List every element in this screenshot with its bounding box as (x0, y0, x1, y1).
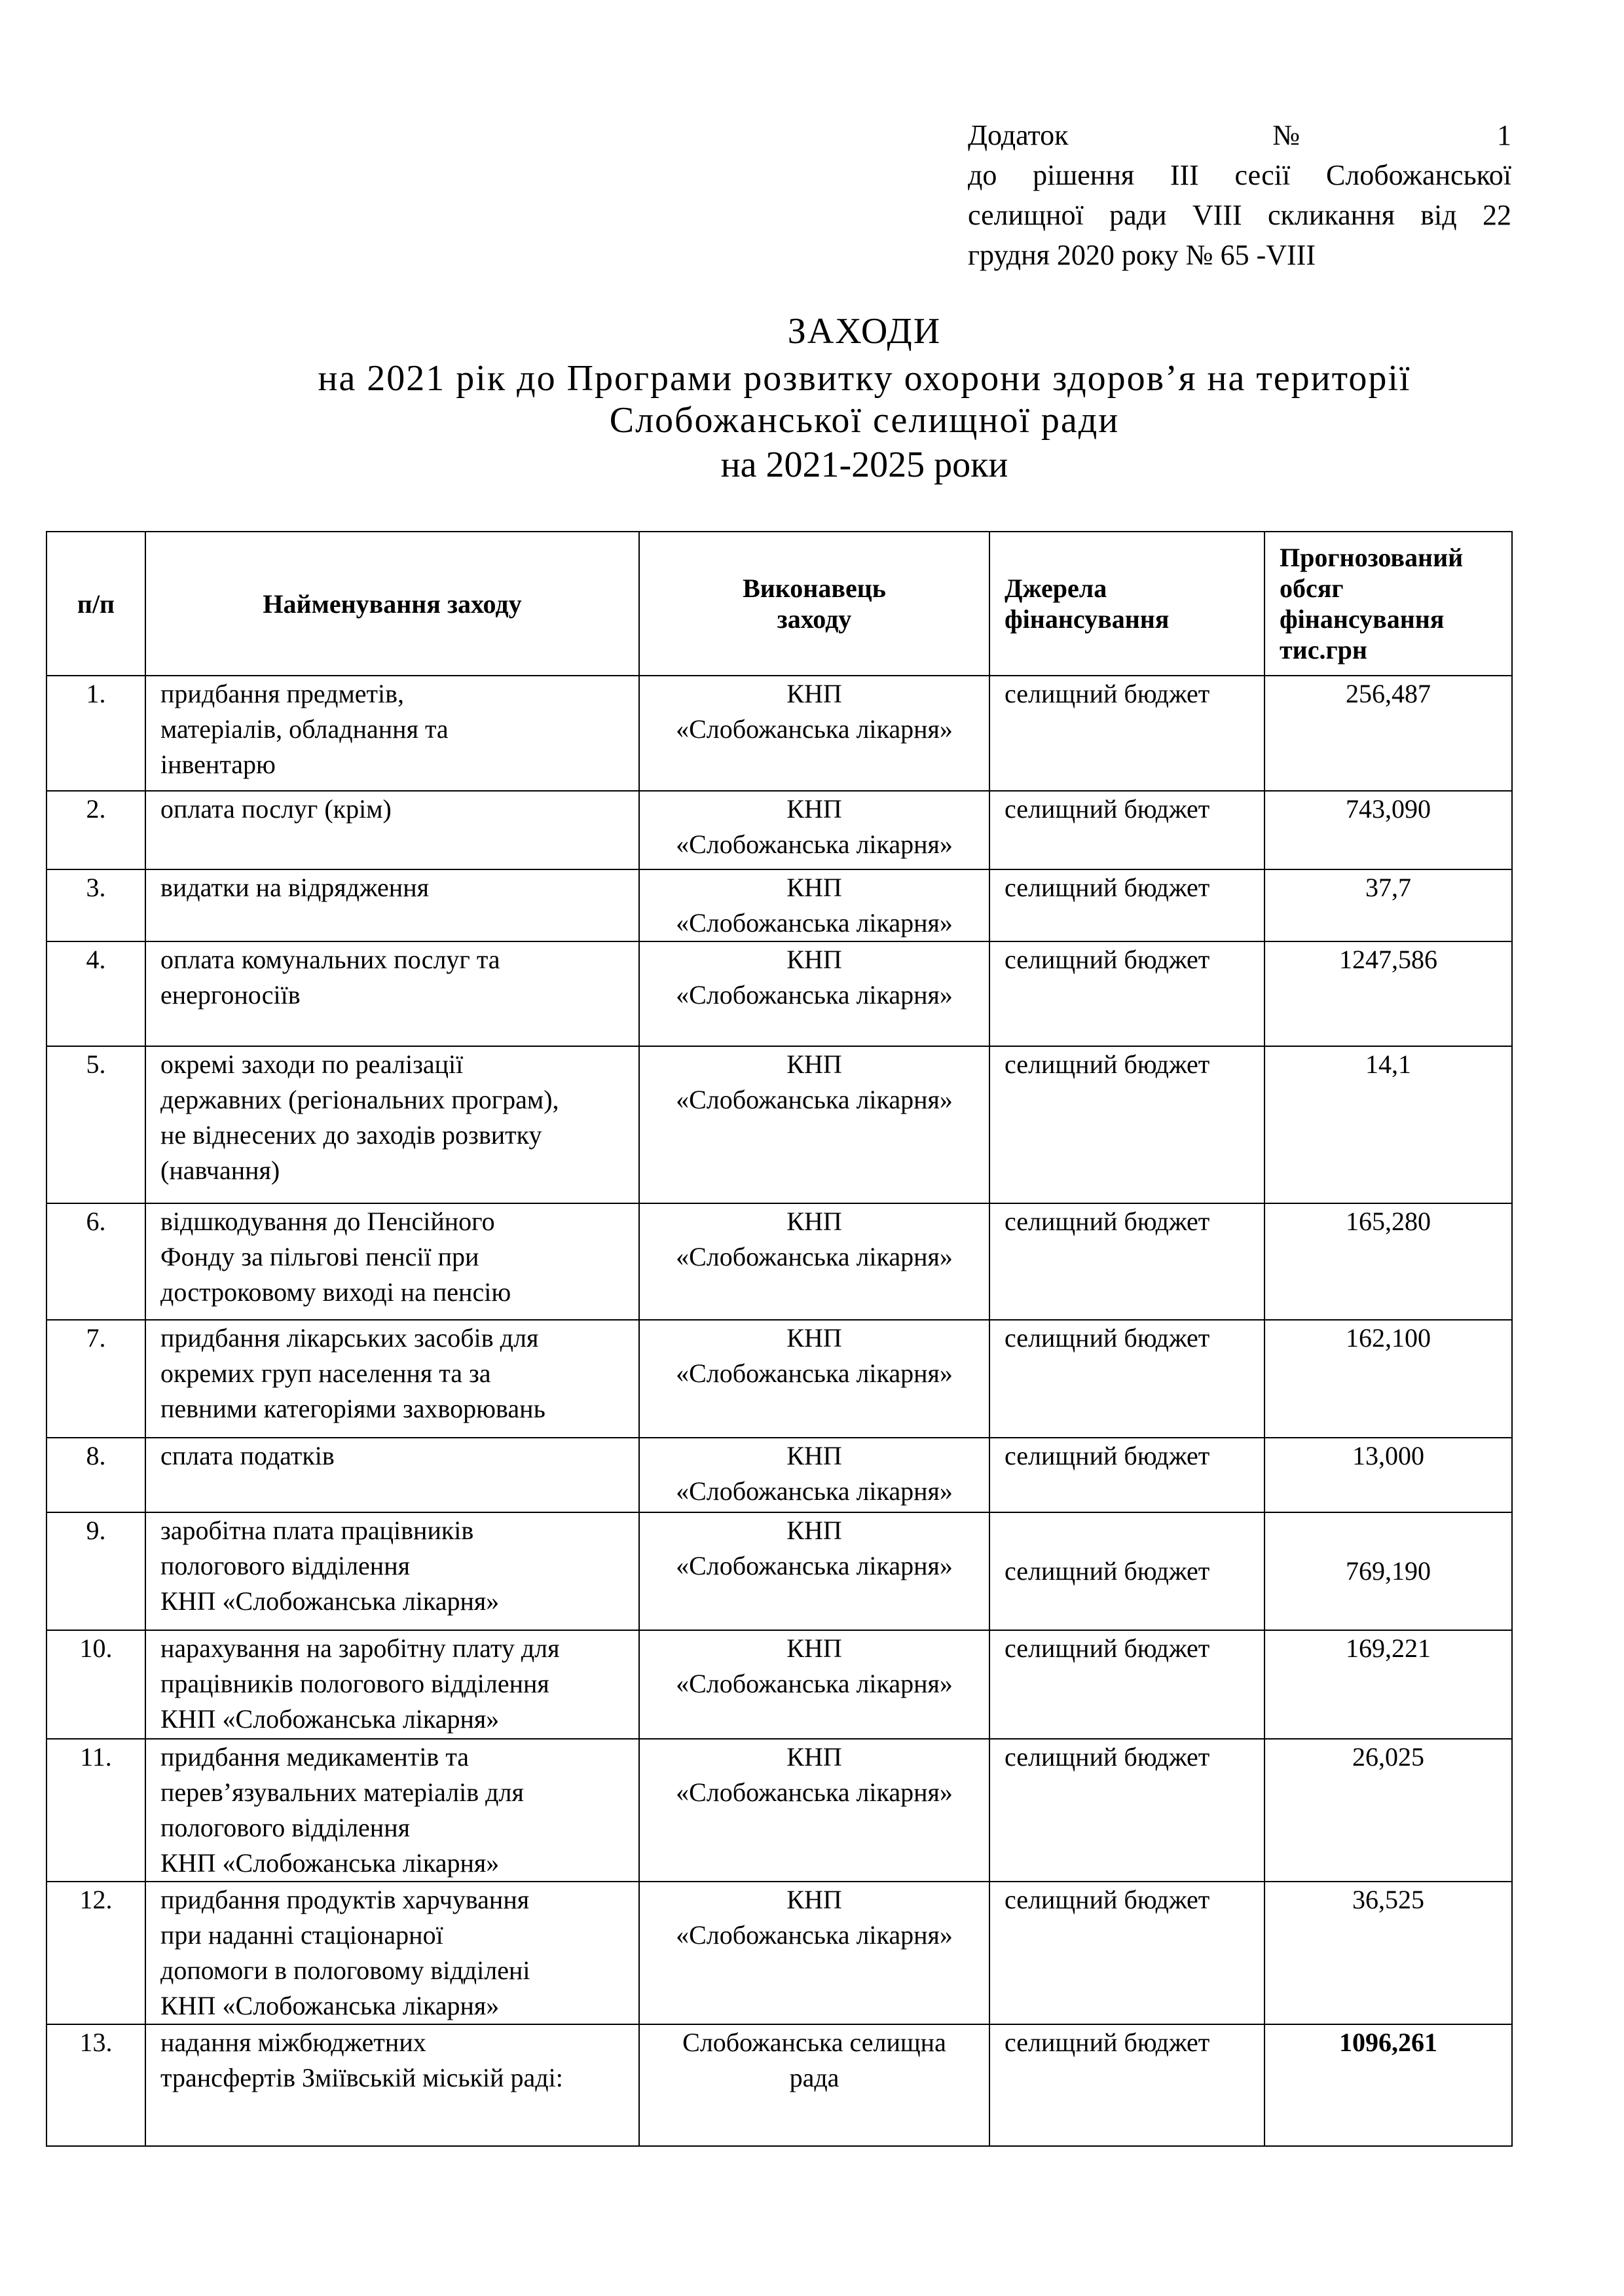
table-row (46, 676, 1512, 791)
cell-amount: 165,280 (1264, 1203, 1512, 1320)
cell-amount: 26,025 (1264, 1739, 1512, 1882)
cell-executor-line: «Слобожанська лікарня» (676, 1551, 953, 1580)
cell-executor (639, 1739, 989, 1882)
cell-name (145, 1438, 639, 1512)
cell-amount: 169,221 (1264, 1630, 1512, 1739)
cell-name-line: трансфертів Зміївській міській раді: (160, 2063, 563, 2092)
header-source-line: Джерела (1005, 574, 1107, 603)
cell-name (145, 676, 639, 791)
cell-executor (639, 1320, 989, 1438)
cell-executor-line: «Слобожанська лікарня» (676, 1777, 953, 1807)
cell-name-line: заробітна плата працівників (160, 1516, 474, 1545)
table-row (46, 1882, 1512, 2024)
cell-amount: 743,090 (1264, 791, 1512, 869)
header-amount-line: обсяг (1280, 574, 1344, 603)
cell-amount: 1247,586 (1264, 941, 1512, 1046)
cell-name-line: КНП «Слобожанська лікарня» (160, 1848, 500, 1878)
cell-source: селищний бюджет (989, 1438, 1264, 1512)
cell-name (145, 1203, 639, 1320)
cell-num: 2. (46, 791, 145, 869)
cell-name-line: не віднесених до заходів розвитку (160, 1120, 542, 1150)
cell-source: селищний бюджет (989, 1512, 1264, 1630)
cell-source: селищний бюджет (989, 1739, 1264, 1882)
table-row (46, 1630, 1512, 1739)
cell-source: селищний бюджет (989, 791, 1264, 869)
cell-num: 5. (46, 1046, 145, 1203)
cell-executor-line: «Слобожанська лікарня» (676, 908, 953, 938)
cell-executor (639, 1438, 989, 1512)
cell-name-line: надання міжбюджетних (160, 2028, 426, 2057)
document-title: ЗАХОДИ (787, 311, 942, 352)
cell-executor (639, 1512, 989, 1630)
cell-name (145, 1046, 639, 1203)
annex-line: до рішення ІІІ сесії Слобожанської (968, 159, 1511, 191)
cell-executor-line: «Слобожанська лікарня» (676, 1669, 953, 1698)
table-row (46, 869, 1512, 941)
cell-executor-line: «Слобожанська лікарня» (676, 980, 953, 1010)
cell-name (145, 1630, 639, 1739)
cell-num: 4. (46, 941, 145, 1046)
cell-source: селищний бюджет (989, 1046, 1264, 1203)
cell-name-line: придбання лікарських засобів для (160, 1323, 539, 1353)
cell-executor (639, 1882, 989, 2024)
cell-executor (639, 1046, 989, 1203)
header-executor-line: заходу (777, 604, 852, 634)
table-row (46, 941, 1512, 1046)
cell-num: 13. (46, 2024, 145, 2146)
cell-amount: 162,100 (1264, 1320, 1512, 1438)
cell-executor (639, 1630, 989, 1739)
cell-name-line: КНП «Слобожанська лікарня» (160, 1704, 500, 1734)
cell-name (145, 1739, 639, 1882)
cell-executor-line: КНП (786, 1441, 842, 1470)
table-row (46, 1046, 1512, 1203)
cell-name-line: пологового відділення (160, 1551, 411, 1580)
annex-line: грудня 2020 року № 65 -VIII (968, 239, 1316, 271)
cell-executor-line: КНП (786, 873, 842, 902)
cell-name-line: енергоносіїв (160, 980, 301, 1010)
cell-name-line: видатки на відрядження (160, 873, 430, 902)
cell-name-line: пологового відділення (160, 1813, 411, 1842)
annex-note (968, 115, 1511, 275)
annex-line: селищної ради VIII скликання від 22 (968, 199, 1511, 231)
cell-name-line: перев’язувальних матеріалів для (160, 1777, 524, 1807)
cell-executor-line: КНП (786, 679, 842, 708)
header-num: п/п (46, 532, 145, 676)
cell-num: 1. (46, 676, 145, 791)
cell-executor-line: «Слобожанська лікарня» (676, 829, 953, 859)
cell-amount: 14,1 (1264, 1046, 1512, 1203)
document-subtitle: на 2021 рік до Програми розвитку охорони здоров’я на території (318, 358, 1411, 399)
cell-source: селищний бюджет (989, 869, 1264, 941)
header-amount-line: тис.грн (1280, 635, 1367, 665)
cell-name-line: КНП «Слобожанська лікарня» (160, 1991, 500, 2020)
cell-executor-line: КНП (786, 1049, 842, 1079)
cell-executor-line: КНП (786, 1633, 842, 1663)
cell-executor-line: КНП (786, 945, 842, 974)
cell-num: 3. (46, 869, 145, 941)
cell-name-line: певними категоріями захворювань (160, 1394, 545, 1423)
cell-name-line: державних (регіональних програм), (160, 1085, 559, 1114)
cell-executor-line: «Слобожанська лікарня» (676, 714, 953, 744)
table-row (46, 1512, 1512, 1630)
cell-name (145, 2024, 639, 2146)
cell-name (145, 1882, 639, 2024)
header-name: Найменування заходу (145, 532, 639, 676)
cell-amount: 13,000 (1264, 1438, 1512, 1512)
cell-name-line: матеріалів, обладнання та (160, 714, 449, 744)
cell-source: селищний бюджет (989, 1882, 1264, 2024)
cell-name-line: окремих груп населення та за (160, 1358, 491, 1388)
cell-name-line: (навчання) (160, 1156, 280, 1185)
cell-name-line: придбання медикаментів та (160, 1742, 470, 1772)
cell-executor (639, 676, 989, 791)
cell-name-line: оплата комунальних послуг та (160, 945, 500, 974)
document-subtitle: Слобожанської селищної ради (609, 400, 1120, 441)
cell-amount: 256,487 (1264, 676, 1512, 791)
annex-line: Додаток №1 (968, 119, 1511, 151)
header-source-line: фінансування (1005, 604, 1170, 634)
header-executor-line: Виконавець (743, 574, 886, 603)
cell-executor-line: КНП (786, 794, 842, 824)
cell-name-line: при наданні стаціонарної (160, 1920, 443, 1950)
header-executor (639, 532, 989, 676)
cell-name-line: придбання предметів, (160, 679, 405, 708)
cell-name-line: сплата податків (160, 1441, 335, 1470)
cell-num: 11. (46, 1739, 145, 1882)
cell-executor-line: КНП (786, 1516, 842, 1545)
cell-name (145, 1512, 639, 1630)
cell-name-line: Фонду за пільгові пенсії при (160, 1242, 479, 1271)
table-row (46, 1320, 1512, 1438)
measures-table (46, 531, 1513, 2147)
cell-amount: 36,525 (1264, 1882, 1512, 2024)
cell-num: 12. (46, 1882, 145, 2024)
cell-name-line: достроковому виході на пенсію (160, 1277, 511, 1307)
cell-num: 7. (46, 1320, 145, 1438)
cell-num: 9. (46, 1512, 145, 1630)
cell-source: селищний бюджет (989, 676, 1264, 791)
cell-num: 10. (46, 1630, 145, 1739)
cell-executor (639, 2024, 989, 2146)
cell-source: селищний бюджет (989, 1203, 1264, 1320)
cell-executor-line: КНП (786, 1885, 842, 1914)
cell-name-line: оплата послуг (крім) (160, 794, 392, 824)
cell-num: 8. (46, 1438, 145, 1512)
cell-amount: 1096,261 (1264, 2024, 1512, 2146)
cell-amount: 769,190 (1264, 1512, 1512, 1630)
header-amount-line: Прогнозований (1280, 543, 1464, 572)
cell-name (145, 1320, 639, 1438)
cell-name-line: допомоги в пологовому відділені (160, 1956, 530, 1985)
cell-name-line: придбання продуктів харчування (160, 1885, 530, 1914)
header-amount (1264, 532, 1512, 676)
document-subtitle: на 2021-2025 роки (720, 445, 1008, 485)
cell-name-line: нарахування на заробітну плату для (160, 1633, 560, 1663)
cell-name (145, 791, 639, 869)
cell-source: селищний бюджет (989, 2024, 1264, 2146)
cell-name (145, 869, 639, 941)
table-header-row (46, 532, 1512, 676)
cell-executor-line: «Слобожанська лікарня» (676, 1085, 953, 1114)
cell-executor (639, 1203, 989, 1320)
cell-executor-line: «Слобожанська лікарня» (676, 1242, 953, 1271)
cell-executor-line: «Слобожанська лікарня» (676, 1920, 953, 1950)
cell-executor (639, 791, 989, 869)
cell-name-line: відшкодування до Пенсійного (160, 1207, 495, 1236)
cell-executor-line: «Слобожанська лікарня» (676, 1358, 953, 1388)
cell-name-line: КНП «Слобожанська лікарня» (160, 1586, 500, 1616)
table-row (46, 1739, 1512, 1882)
cell-executor-line: КНП (786, 1207, 842, 1236)
cell-source: селищний бюджет (989, 1320, 1264, 1438)
cell-source: селищний бюджет (989, 941, 1264, 1046)
cell-num: 6. (46, 1203, 145, 1320)
cell-executor (639, 869, 989, 941)
cell-executor-line: Слобожанська селищна (682, 2028, 946, 2057)
cell-name-line: інвентарю (160, 750, 276, 779)
cell-executor-line: рада (789, 2063, 840, 2092)
header-amount-line: фінансування (1280, 604, 1445, 634)
cell-executor-line: КНП (786, 1742, 842, 1772)
cell-source: селищний бюджет (989, 1630, 1264, 1739)
table-row (46, 1438, 1512, 1512)
header-source (989, 532, 1264, 676)
cell-amount: 37,7 (1264, 869, 1512, 941)
table-row (46, 2024, 1512, 2146)
cell-executor-line: «Слобожанська лікарня» (676, 1476, 953, 1506)
cell-executor (639, 941, 989, 1046)
table-row (46, 791, 1512, 869)
table-row (46, 1203, 1512, 1320)
cell-executor-line: КНП (786, 1323, 842, 1353)
cell-name (145, 941, 639, 1046)
cell-name-line: окремі заходи по реалізації (160, 1049, 464, 1079)
cell-name-line: працівників пологового відділення (160, 1669, 549, 1698)
